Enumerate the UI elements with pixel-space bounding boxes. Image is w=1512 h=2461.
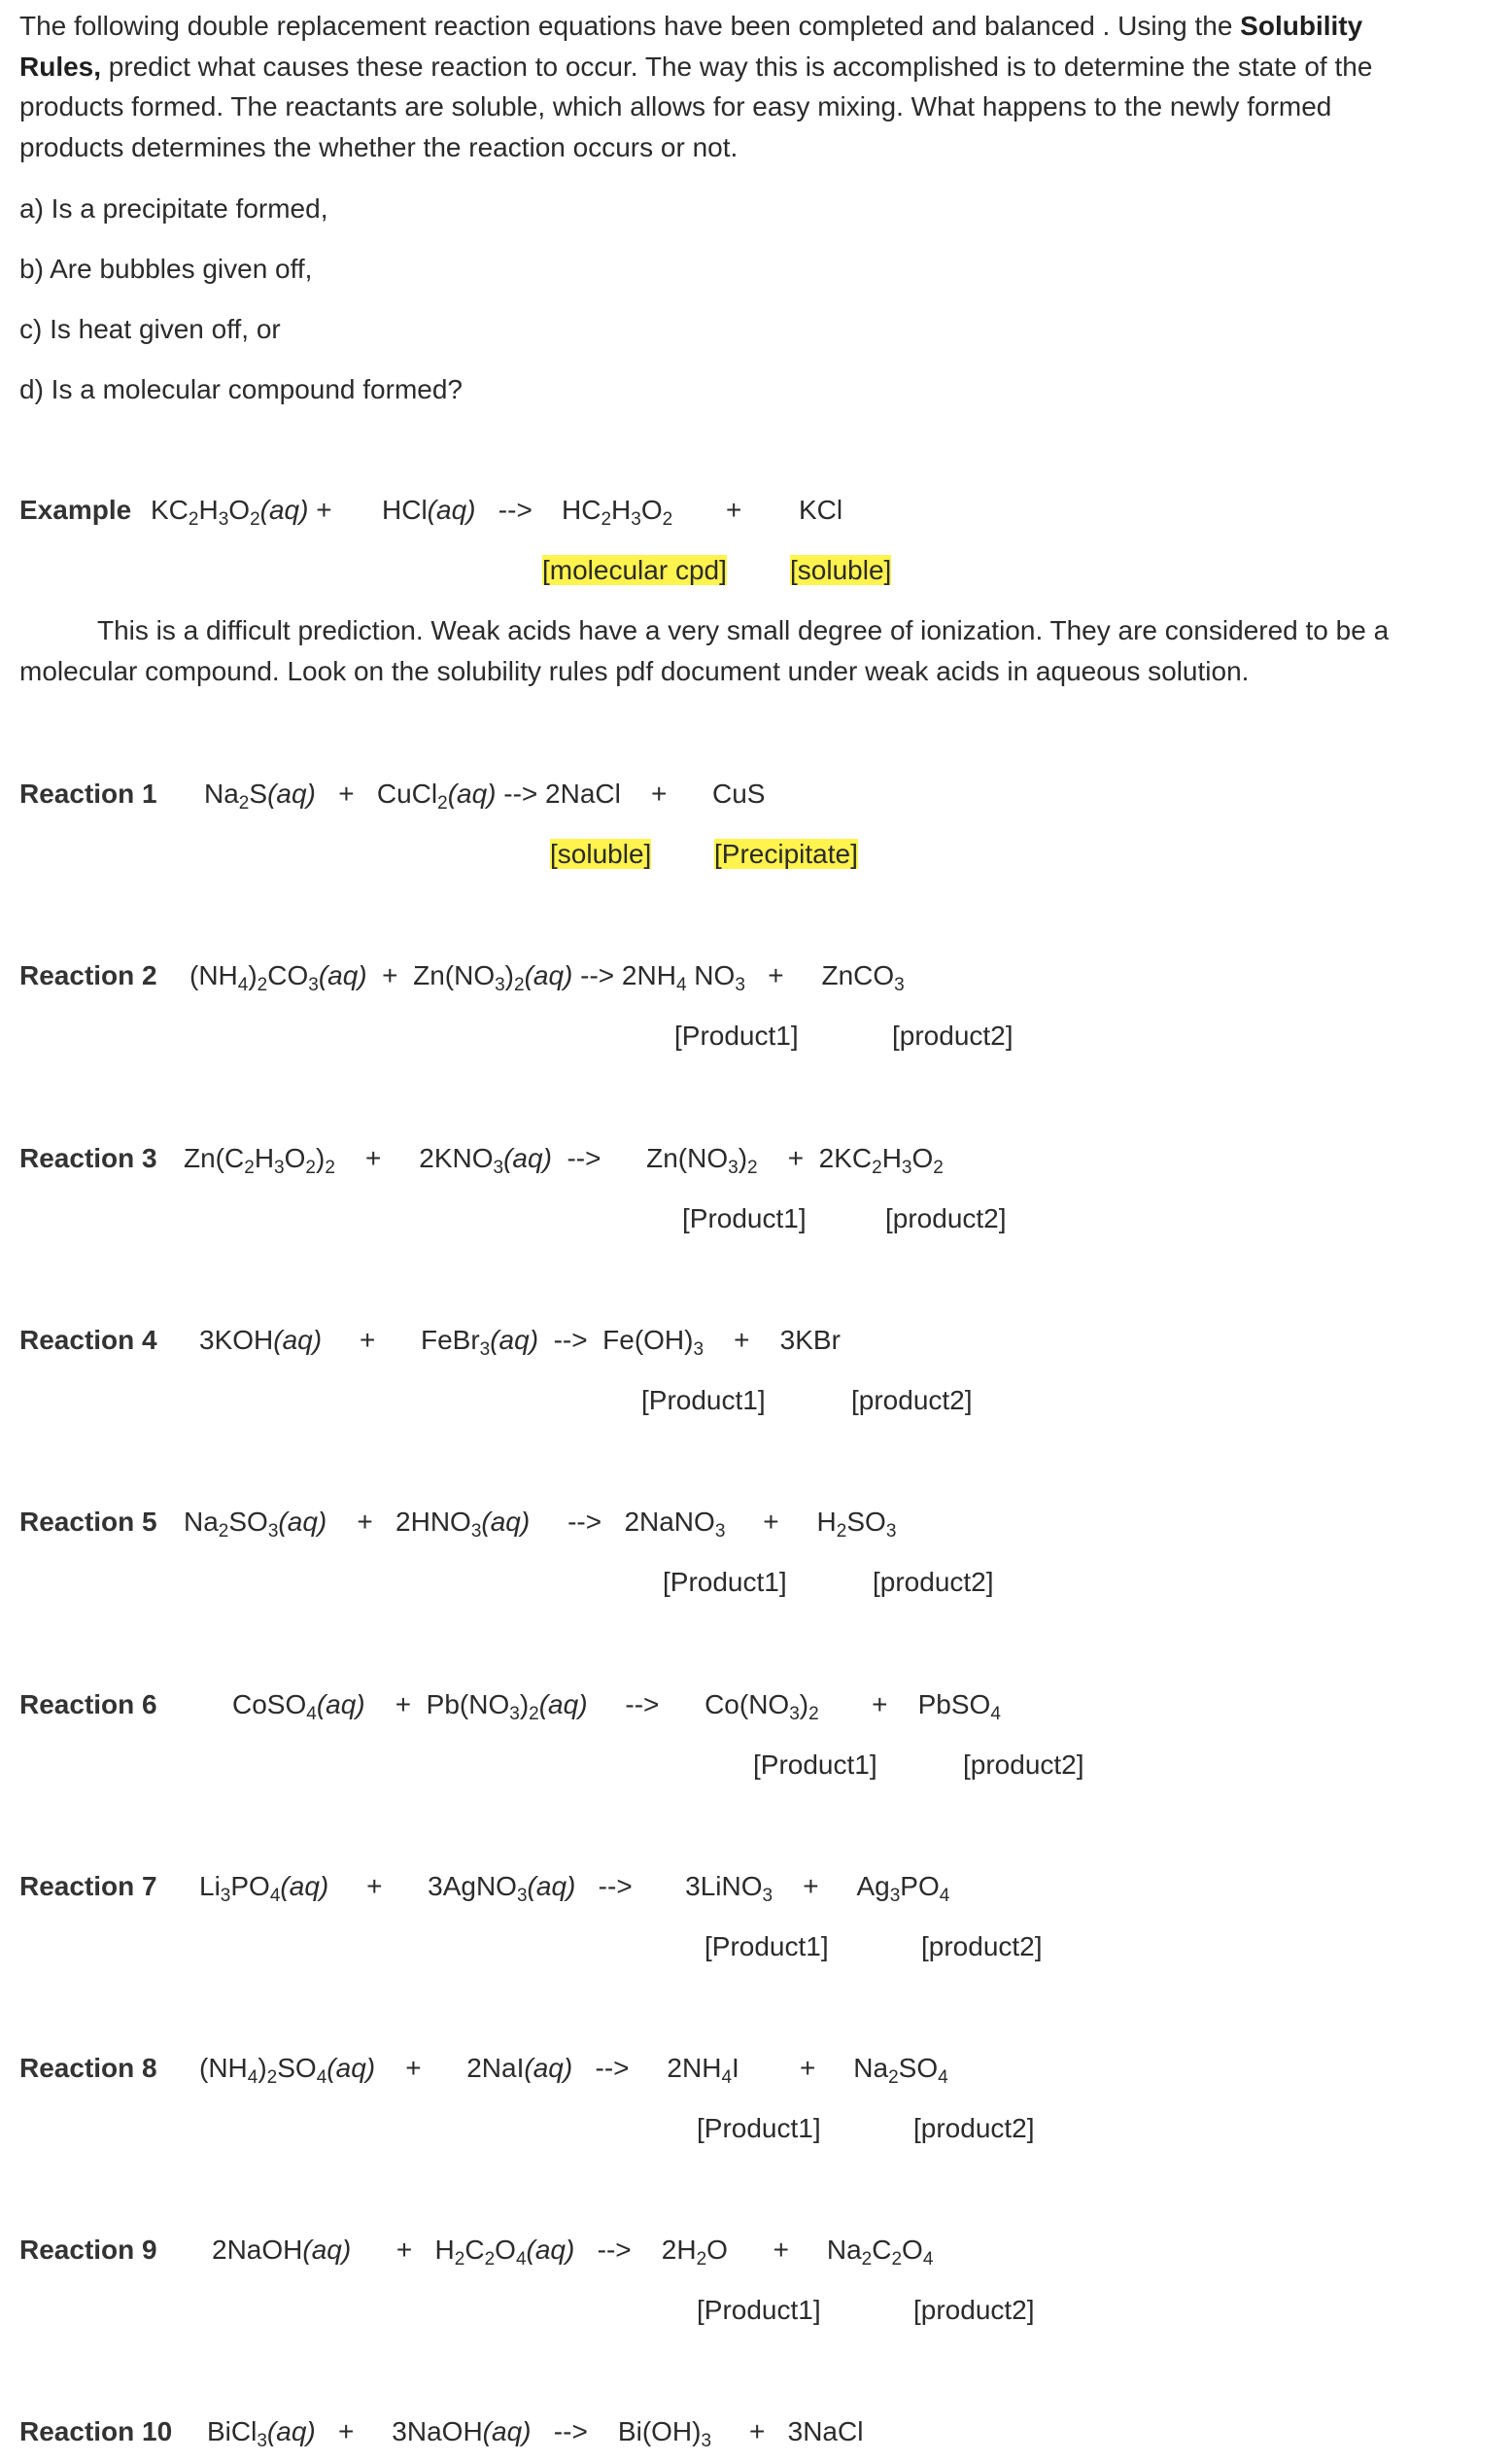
- example-product-2: KCl: [799, 495, 843, 525]
- example-label: Example: [19, 495, 132, 525]
- example-tag-molecular: [molecular cpd]: [542, 555, 727, 585]
- reaction-9-tag-1: [Product1]: [697, 2295, 821, 2325]
- reaction-1-equation: $Na_2S(aq)$ + CuCl$_2$(aq) --> 2NaCl + CuS: [204, 779, 766, 814]
- example-note-line2: molecular compound. Look on the solubility rules pdf document under weak acids in aqueous solution.: [19, 655, 1250, 686]
- reaction-10-equation: BiCl$_3$(aq) + 3NaOH(aq) --> $Bi(OH)_3$ + 3NaCl: [207, 2416, 864, 2451]
- reaction-4-label: Reaction 4: [19, 1325, 157, 1355]
- reaction-1-tag-2: [Precipitate]: [714, 839, 858, 869]
- reaction-3-tag-2: [product2]: [885, 1203, 1007, 1233]
- reaction-6-tag-2: [product2]: [963, 1750, 1084, 1780]
- reaction-8-label: Reaction 8: [19, 2053, 157, 2083]
- option-a: a) Is a precipitate formed,: [19, 193, 328, 224]
- reaction-6-label: Reaction 6: [19, 1689, 157, 1719]
- reaction-8-tag-2: [product2]: [913, 2113, 1035, 2143]
- reaction-5-tag-1: [Product1]: [663, 1567, 787, 1597]
- reaction-7-label: Reaction 7: [19, 1871, 157, 1901]
- option-c: c) Is heat given off, or: [19, 314, 281, 344]
- example-tag-soluble: [soluble]: [790, 555, 892, 585]
- reaction-6-tag-1: [Product1]: [753, 1750, 877, 1780]
- reaction-6-equation: CoSO$_4$(aq) + $Pb(NO_3)_2(aq)$ --> $Co(NO_3)_2$ + PbSO$_4$: [232, 1689, 1001, 1724]
- reaction-2-tag-1: [Product1]: [674, 1021, 799, 1051]
- example-product-1: $HC_2H_3O_2$: [562, 495, 673, 530]
- example-note-line1: This is a difficult prediction. Weak acids have a very small degree of ionization. They are considered to be a: [97, 615, 1390, 645]
- reaction-5-tag-2: [product2]: [873, 1567, 994, 1597]
- reaction-8-tag-1: [Product1]: [697, 2113, 821, 2143]
- reaction-4-tag-1: [Product1]: [641, 1385, 766, 1415]
- reaction-4-equation: 3KOH(aq) + FeBr$_3$(aq) --> $Fe(OH)_3$ + 3KBr: [199, 1325, 841, 1360]
- example-reactant-1: $KC_2H_3O_2(aq)$ +: [151, 495, 332, 530]
- reaction-1-label: Reaction 1: [19, 779, 157, 809]
- example-reactant-2: HCl(aq) -->: [382, 495, 533, 525]
- intro-text-rest: predict what causes these reaction to occur. The way this is accomplished is to determine the state of the products formed. The reactants are soluble, which allows for easy mixing. What happens to the newly formed products determines the whether the reaction occurs or not.: [19, 51, 1373, 162]
- option-b: b) Are bubbles given off,: [19, 254, 313, 284]
- reaction-2-label: Reaction 2: [19, 960, 157, 990]
- intro-text: The following double replacement reaction equations have been completed and balanced . Using the: [19, 11, 1241, 41]
- reaction-2-equation: $(NH_4)_2CO_3(aq) + Zn(NO_3)_2(aq)$ --> $2NH_4$ $NO_3$ + ZnCO$_3$: [189, 960, 905, 995]
- reaction-3-label: Reaction 3: [19, 1143, 157, 1173]
- reaction-3-equation: $Zn(C_2H_3O_2)_2$ + $2KNO_3(aq)$ --> $Zn(NO_3)_2$ + $2KC_2H_3O_2$: [184, 1143, 944, 1178]
- intro-paragraph: [19, 6, 1399, 167]
- reaction-5-label: Reaction 5: [19, 1507, 157, 1537]
- reaction-1-tag-1: [soluble]: [550, 839, 652, 869]
- intro-bold-text: Solubility Rules,: [19, 11, 1363, 82]
- reaction-5-equation: $Na_2SO_3(aq)$ + $2HNO_3(aq)$ --> 2NaNO$_3$ + $H_2SO_3$: [184, 1507, 897, 1542]
- reaction-4-tag-2: [product2]: [851, 1385, 973, 1415]
- reaction-9-tag-2: [product2]: [913, 2295, 1035, 2325]
- reaction-8-equation: $(NH_4)_2SO_4(aq)$ + 2NaI(aq) --> $2NH_4I$ + $Na_2SO_4$: [199, 2053, 948, 2088]
- option-d: d) Is a molecular compound formed?: [19, 374, 463, 404]
- reaction-3-tag-1: [Product1]: [682, 1203, 807, 1233]
- reaction-7-equation: $Li_3PO_4(aq)$ + 3AgNO$_3$(aq) --> 3LiNO$_3$ + $Ag_3PO_4$: [199, 1871, 950, 1906]
- reaction-7-tag-1: [Product1]: [704, 1931, 829, 1961]
- reaction-10-label: Reaction 10: [19, 2416, 173, 2446]
- example-note: [19, 610, 1458, 691]
- reaction-9-label: Reaction 9: [19, 2235, 157, 2265]
- reaction-7-tag-2: [product2]: [921, 1931, 1043, 1961]
- reaction-2-tag-2: [product2]: [892, 1021, 1014, 1051]
- reaction-9-equation: 2NaOH(aq) + $H_2C_2O_4(aq)$ --> $2H_2O$ + $Na_2C_2O_4$: [212, 2235, 934, 2270]
- example-plus: +: [726, 495, 742, 525]
